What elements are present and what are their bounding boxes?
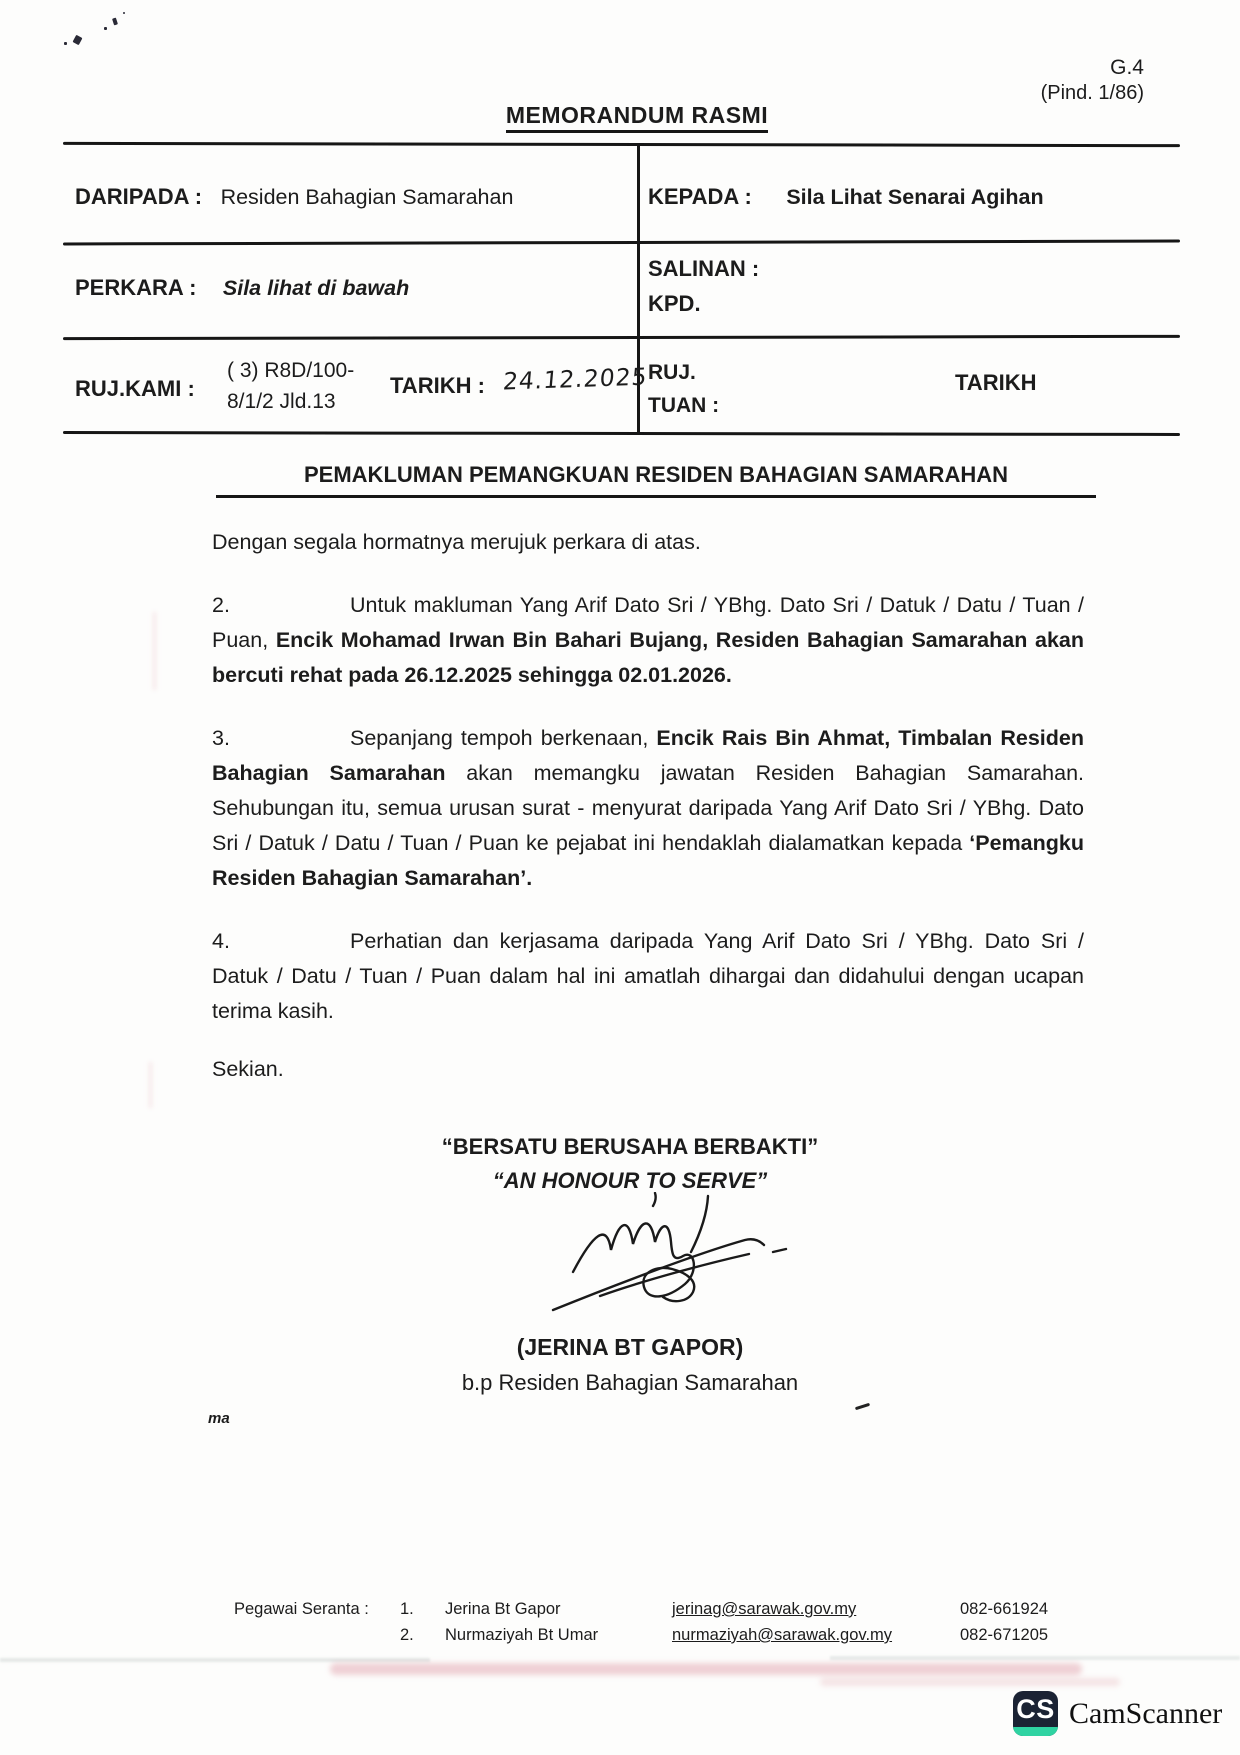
scan-artifact — [830, 1656, 1240, 1660]
subject-heading: PEMAKLUMAN PEMANGKUAN RESIDEN BAHAGIAN SAMARAHAN — [304, 462, 1008, 487]
paragraph-number: 3. — [212, 726, 230, 750]
memo-header-table — [63, 143, 1180, 435]
body-paragraph — [212, 721, 1084, 896]
contact-email: nurmaziyah@sarawak.gov.my — [672, 1626, 893, 1644]
scan-artifact — [152, 612, 157, 690]
closing-word: Sekian. — [212, 1057, 284, 1081]
contact-name: Jerina Bt Gapor — [445, 1600, 561, 1618]
contact-phone: 082-671205 — [960, 1626, 1049, 1644]
salinan-label: SALINAN : — [648, 256, 760, 281]
ruj-kami-value: ( 3) R8D/100- 8/1/2 Jld.13 — [227, 359, 355, 413]
paragraph-text: Untuk makluman Yang Arif Dato Sri / YBhg. Dato Sri / Datuk / Datu / Tuan / Puan, — [212, 593, 1084, 652]
perkara-value: Sila lihat di bawah — [222, 276, 410, 300]
daripada-cell — [75, 184, 513, 210]
liaison-officer-label: Pegawai Seranta : — [234, 1600, 369, 1618]
contact-row — [0, 1626, 1240, 1648]
form-code: G.4 — [1110, 56, 1144, 79]
contact-index: 1. — [400, 1600, 414, 1618]
paragraph-number: 2. — [212, 593, 230, 617]
form-code-block — [1041, 55, 1144, 106]
kepada-cell — [648, 184, 1044, 210]
camscanner-watermark — [1013, 1691, 1233, 1737]
daripada-label: DARIPADA : — [75, 184, 203, 209]
tarikh-right-label: TARIKH — [955, 370, 1037, 395]
table-divider — [637, 143, 640, 435]
daripada-value: Residen Bahagian Samarahan — [220, 185, 514, 209]
paragraph-text: ‘Pemangku Residen Bahagian Samarahan’. — [212, 831, 1084, 890]
paragraph-text: Encik Rais Bin Ahmat, Timbalan Residen Bahagian Samarahan — [212, 726, 1084, 785]
ink-speck — [104, 27, 107, 30]
pen-tick-mark — [855, 1403, 870, 1410]
camscanner-icon-text: CS — [1016, 1694, 1055, 1724]
table-rule — [63, 240, 1180, 246]
contact-row — [0, 1600, 1240, 1622]
contact-phone: 082-661924 — [960, 1600, 1049, 1618]
body-paragraph — [212, 588, 1084, 693]
scan-artifact — [148, 1062, 153, 1108]
ruj-kami-label: RUJ.KAMI : — [75, 376, 195, 401]
perkara-cell — [75, 275, 409, 301]
ink-speck — [64, 42, 67, 45]
paragraph-text: Sepanjang tempoh berkenaan, — [350, 726, 657, 750]
kepada-value: Sila Lihat Senarai Agihan — [786, 185, 1044, 209]
signatory-capacity: b.p Residen Bahagian Samarahan — [461, 1370, 799, 1395]
contact-name: Nurmaziyah Bt Umar — [445, 1626, 599, 1644]
memo-body — [212, 525, 1084, 1082]
motto-line-2: “AN HONOUR TO SERVE” — [492, 1168, 768, 1193]
tarikh-handwritten-value: 24.12.2025 — [501, 362, 649, 396]
motto-line-1: “BERSATU BERUSAHA BERBAKTI” — [441, 1134, 819, 1159]
motto-block — [180, 1130, 1080, 1198]
ink-speck — [112, 18, 118, 26]
paragraph-text: Encik Mohamad Irwan Bin Bahari Bujang, Residen Bahagian Samarahan akan bercuti rehat pada 26.12.2025 sehingga 02.01.2026. — [212, 628, 1084, 687]
kpd-label: KPD. — [648, 291, 701, 316]
ink-speck — [123, 12, 125, 14]
paragraph-text: akan memangku jawatan Residen Bahagian Samarahan. Sehubungan itu, semua urusan surat - menyurat daripada Yang Arif Dato Sri / YBhg. Dato Sri / Datuk / Datu / Tuan / Puan ke pejabat ini hendaklah dialamatkan kepada — [212, 761, 1085, 855]
camscanner-icon — [1013, 1691, 1058, 1736]
ruj-tuan-label: RUJ. TUAN : — [648, 361, 720, 417]
document-title: MEMORANDUM RASMI — [337, 102, 937, 129]
body-paragraph — [212, 525, 1084, 560]
table-rule — [63, 142, 1180, 147]
contact-email: jerinag@sarawak.gov.my — [672, 1600, 857, 1618]
clerk-initials: ma — [208, 1410, 230, 1427]
paragraph-text: Dengan segala hormatnya merujuk perkara di atas. — [212, 530, 701, 554]
bleedthrough-smudge — [330, 1663, 1082, 1675]
scan-artifact — [0, 1658, 430, 1662]
tarikh-label: TARIKH : — [390, 373, 485, 398]
form-revision: (Pind. 1/86) — [1040, 82, 1144, 105]
subject-heading-wrap — [216, 462, 1096, 498]
contact-index: 2. — [400, 1626, 414, 1644]
signature-scribble — [545, 1192, 795, 1332]
perkara-label: PERKARA : — [75, 275, 197, 300]
table-rule — [63, 431, 1180, 436]
paragraph-number: 4. — [212, 929, 230, 953]
kepada-label: KEPADA : — [648, 184, 752, 209]
bleedthrough-smudge — [820, 1678, 1120, 1686]
camscanner-brand-text: CamScanner — [1069, 1697, 1223, 1730]
signatory-name: (JERINA BT GAPOR) — [516, 1334, 744, 1360]
body-paragraph — [212, 924, 1084, 1029]
paragraph-text: Perhatian dan kerjasama daripada Yang Arif Dato Sri / YBhg. Dato Sri / Datuk / Datu / Tuan / Puan dalam hal ini amatlah dihargai dan didahului dengan ucapan terima kasih. — [212, 929, 1084, 1023]
table-rule — [63, 335, 1180, 340]
camscanner-icon-accent — [1013, 1727, 1058, 1736]
ink-speck — [73, 35, 83, 45]
